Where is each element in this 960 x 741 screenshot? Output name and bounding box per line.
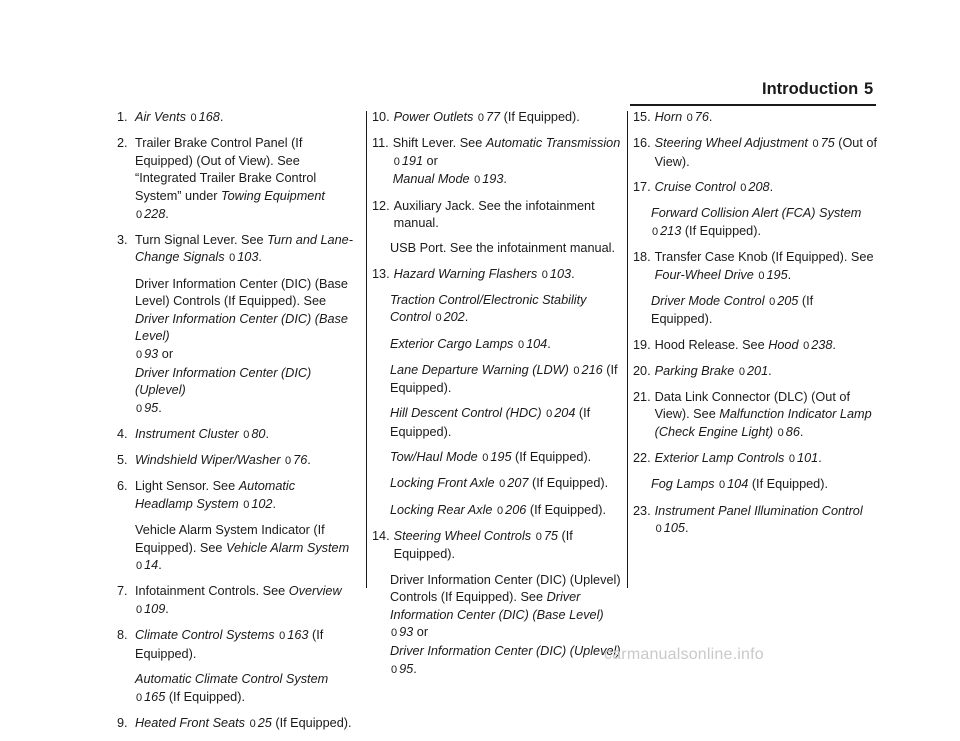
- list-item: 15. Horn 0 76.: [633, 110, 713, 124]
- page-title: Introduction: [762, 80, 859, 98]
- link-hood[interactable]: Hood: [768, 337, 799, 352]
- list-subitem: Automatic Climate Control System 0 165 (If Equipped).: [135, 671, 329, 704]
- link-automatic-climate[interactable]: Automatic Climate Control System: [135, 671, 329, 686]
- list-item: 17. Cruise Control 0 208.: [633, 179, 774, 194]
- page-ref-icon: 0: [136, 208, 143, 221]
- link-dic-uplevel[interactable]: Driver Information Center (DIC) (Uplevel): [135, 365, 312, 398]
- list-subitem: Locking Front Axle 0 207 (If Equipped).: [390, 476, 609, 491]
- column-1: [117, 109, 355, 741]
- page-ref-icon: 0: [136, 348, 143, 361]
- list-subitem: USB Port. See the infotainment manual.: [390, 241, 615, 256]
- list-item: 19. Hood Release. See Hood 0 238.: [633, 337, 836, 352]
- link-heated-seats[interactable]: Heated Front Seats: [135, 715, 246, 730]
- page-ref-icon: 0: [740, 181, 747, 194]
- link-ldw[interactable]: Lane Departure Warning (LDW): [390, 362, 569, 377]
- page-ref-icon: 0: [391, 663, 398, 676]
- list-item: 1. Air Vents 0 168.: [117, 110, 224, 124]
- page-ref-icon: 0: [517, 338, 525, 351]
- link-turn-signals[interactable]: Turn and Lane-Change Signals: [135, 232, 353, 265]
- list-subitem: Hill Descent Control (HDC) 0 204 (If Equipped).: [390, 406, 591, 440]
- list-item: 16. Steering Wheel Adjustment 0 75 (Out of View).: [633, 136, 877, 169]
- link-dic-uplevel[interactable]: Driver Information Center (DIC) (Uplevel): [390, 643, 621, 658]
- watermark: carmanualsonline.info: [604, 646, 764, 663]
- page-ref-icon: 0: [546, 408, 553, 421]
- page-ref-icon: 0: [535, 530, 542, 543]
- page-ref-icon: 0: [285, 455, 292, 468]
- list-subitem: Traction Control/Electronic Stability Control 0 202.: [390, 292, 587, 325]
- list-item: 4. Instrument Cluster 0 80.: [117, 426, 269, 441]
- link-steering-wheel-adjustment[interactable]: Steering Wheel Adjustment: [654, 136, 808, 151]
- list-item: 6. Light Sensor. See Automatic Headlamp System 0 102.: [117, 479, 296, 511]
- header-rule: [630, 104, 876, 106]
- link-steering-wheel-controls[interactable]: Steering Wheel Controls: [393, 528, 532, 543]
- link-horn[interactable]: Horn: [654, 110, 683, 124]
- list-subitem: Driver Information Center (DIC) (Base Level) Controls (If Equipped). See Driver Information Center (DIC) (Base Level) 0 93 or Driver Information Center (DIC) (Uplevel) 0 95.: [135, 276, 348, 415]
- link-vehicle-alarm[interactable]: Vehicle Alarm System: [226, 540, 350, 555]
- list-item: 7. Infotainment Controls. See Overview 0 109.: [117, 584, 342, 616]
- list-item: 2. Trailer Brake Control Panel (If Equipped) (Out of View). See “Integrated Trailer Brake Control System” under Towing Equipment 0 228.: [117, 136, 325, 221]
- link-dic-base[interactable]: Driver Information Center (DIC) (Base Level): [135, 311, 348, 344]
- page-ref-icon: 0: [249, 717, 256, 730]
- page-ref-icon: 0: [777, 427, 784, 440]
- link-cruise-control[interactable]: Cruise Control: [654, 179, 736, 194]
- list-item: 12. Auxiliary Jack. See the infotainment manual.: [372, 198, 595, 231]
- link-hdc[interactable]: Hill Descent Control (HDC): [390, 406, 542, 421]
- page-ref-icon: 0: [769, 295, 776, 308]
- page-ref-icon: 0: [243, 428, 250, 441]
- page-ref-icon: 0: [573, 364, 580, 377]
- list-subitem: Vehicle Alarm System Indicator (If Equipped). See Vehicle Alarm System 0 14.: [135, 523, 350, 573]
- list-subitem: Driver Information Center (DIC) (Uplevel) Controls (If Equipped). See Driver Information Center (DIC) (Base Level) 0 93 or Driver Information Center (DIC) (Uplevel) 0 95.: [390, 572, 621, 676]
- page-ref-icon: 0: [497, 504, 504, 517]
- link-cargo-lamps[interactable]: Exterior Cargo Lamps: [390, 336, 514, 351]
- list-subitem: Lane Departure Warning (LDW) 0 216 (If Equipped).: [390, 362, 618, 396]
- page-ref-icon: 0: [136, 691, 143, 704]
- page-ref-icon: 0: [652, 225, 659, 238]
- page-ref-icon: 0: [758, 269, 765, 282]
- column-divider: [627, 111, 628, 588]
- link-tow-haul[interactable]: Tow/Haul Mode: [390, 450, 478, 465]
- page-ref-icon: 0: [435, 312, 442, 325]
- list-subitem: Exterior Cargo Lamps 0 104.: [390, 336, 551, 351]
- page-ref-icon: 0: [541, 268, 548, 281]
- list-item: 9. Heated Front Seats 0 25 (If Equipped).: [117, 715, 352, 730]
- list-item: 20. Parking Brake 0 201.: [633, 363, 772, 378]
- page-ref-icon: 0: [136, 604, 143, 616]
- link-climate-control[interactable]: Climate Control Systems: [135, 628, 275, 643]
- link-towing-equipment[interactable]: Towing Equipment: [221, 188, 325, 203]
- link-parking-brake[interactable]: Parking Brake: [654, 363, 735, 378]
- page-ref-icon: 0: [686, 112, 693, 124]
- page-ref-icon: 0: [788, 453, 796, 466]
- page-ref-icon: 0: [136, 402, 143, 415]
- list-item: 13. Hazard Warning Flashers 0 103.: [372, 266, 575, 281]
- link-automatic-headlamp[interactable]: Automatic Headlamp System: [135, 479, 296, 511]
- page-ref-icon: 0: [229, 252, 236, 265]
- list-item: 21. Data Link Connector (DLC) (Out of View). See Malfunction Indicator Lamp (Check Engine Light) 0 86.: [633, 389, 872, 440]
- list-item: 5. Windshield Wiper/Washer 0 76.: [117, 453, 311, 468]
- column-2: [372, 109, 622, 687]
- link-instrument-cluster[interactable]: Instrument Cluster: [135, 426, 239, 441]
- list-item: 22. Exterior Lamp Controls 0 101.: [633, 451, 822, 466]
- list-item: 3. Turn Signal Lever. See Turn and Lane-Change Signals 0 103.: [117, 232, 353, 265]
- list-subitem: Driver Mode Control 0 205 (If Equipped).: [651, 293, 814, 327]
- page-ref-icon: 0: [136, 560, 143, 573]
- list-item: 18. Transfer Case Knob (If Equipped). See Four-Wheel Drive 0 195.: [633, 249, 874, 282]
- link-fog-lamps[interactable]: Fog Lamps: [651, 477, 715, 492]
- link-locking-rear-axle[interactable]: Locking Rear Axle: [390, 502, 493, 517]
- list-item: 14. Steering Wheel Controls 0 75 (If Equipped).: [372, 528, 573, 562]
- link-driver-mode-control[interactable]: Driver Mode Control: [651, 293, 765, 308]
- page-ref-icon: 0: [803, 339, 810, 352]
- page-ref-icon: 0: [279, 630, 286, 643]
- page-ref-icon: 0: [719, 479, 726, 492]
- column-3: [633, 109, 878, 546]
- link-automatic-transmission[interactable]: Automatic Transmission: [485, 136, 621, 151]
- page-ref-icon: 0: [499, 478, 506, 491]
- link-dic-base[interactable]: Driver Information Center (DIC) (Base Level): [390, 590, 604, 622]
- list-item: 11. Shift Lever. See Automatic Transmission 0 191 or Manual Mode 0 193.: [372, 136, 621, 187]
- page-ref-icon: 0: [477, 112, 484, 124]
- page-ref-icon: 0: [655, 523, 662, 536]
- list-item: 8. Climate Control Systems 0 163 (If Equipped).: [117, 628, 324, 661]
- list-item: 23. Instrument Panel Illumination Control 0 105.: [633, 503, 863, 536]
- link-locking-front-axle[interactable]: Locking Front Axle: [390, 476, 495, 491]
- link-overview[interactable]: Overview: [288, 584, 342, 599]
- link-air-vents[interactable]: Air Vents: [135, 110, 187, 124]
- link-fca-system[interactable]: Forward Collision Alert (FCA) System: [651, 206, 862, 221]
- page-ref-icon: 0: [482, 452, 489, 465]
- page-ref-icon: 0: [474, 174, 481, 187]
- list-subitem: Fog Lamps 0 104 (If Equipped).: [651, 477, 828, 492]
- page-ref-icon: 0: [738, 365, 745, 378]
- link-panel-illumination[interactable]: Instrument Panel Illumination Control: [654, 503, 863, 518]
- page-ref-icon: 0: [812, 138, 819, 151]
- page-ref-icon: 0: [393, 155, 400, 168]
- link-manual-mode[interactable]: Manual Mode: [392, 172, 470, 187]
- page-ref-icon: 0: [391, 627, 398, 640]
- link-four-wheel-drive[interactable]: Four-Wheel Drive: [654, 267, 754, 282]
- page-ref-icon: 0: [190, 112, 197, 124]
- list-item: 10. Power Outlets 0 77 (If Equipped).: [372, 110, 580, 124]
- link-power-outlets[interactable]: Power Outlets: [393, 110, 474, 124]
- list-subitem: Forward Collision Alert (FCA) System 0 213 (If Equipped).: [651, 206, 862, 238]
- link-traction-control[interactable]: Traction Control/Electronic Stability Control: [390, 292, 587, 325]
- link-hazard-flashers[interactable]: Hazard Warning Flashers: [393, 266, 538, 281]
- column-divider: [366, 111, 367, 588]
- link-exterior-lamp-controls[interactable]: Exterior Lamp Controls: [654, 451, 785, 466]
- page-ref-icon: 0: [243, 498, 250, 511]
- link-malfunction-indicator[interactable]: Malfunction Indicator Lamp (Check Engine Light): [654, 407, 872, 440]
- page-number: 5: [864, 80, 874, 98]
- list-subitem: Locking Rear Axle 0 206 (If Equipped).: [390, 502, 607, 517]
- link-wiper-washer[interactable]: Windshield Wiper/Washer: [135, 453, 281, 468]
- list-subitem: Tow/Haul Mode 0 195 (If Equipped).: [390, 450, 592, 465]
